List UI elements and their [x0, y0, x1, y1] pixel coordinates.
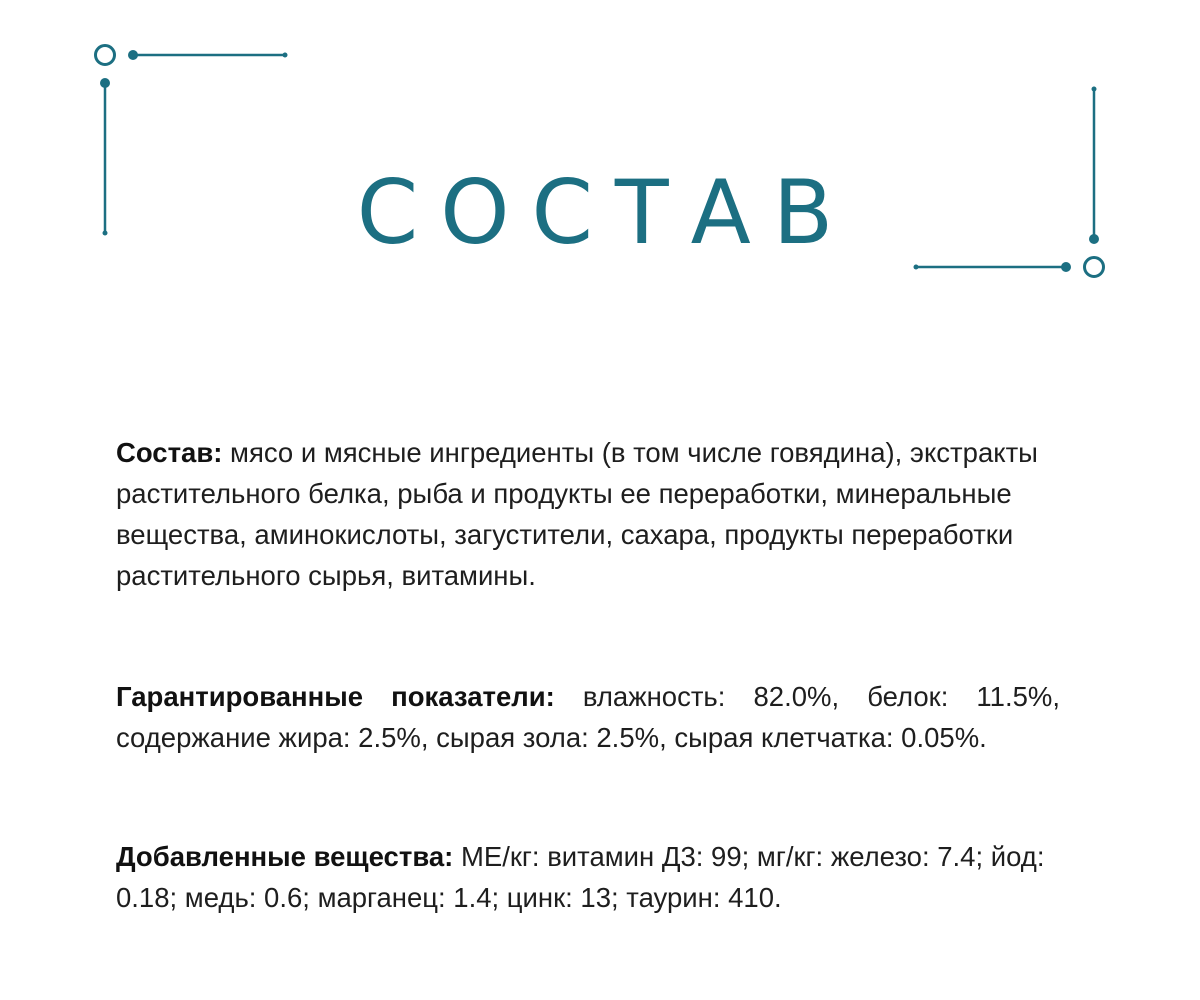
additives-paragraph	[116, 836, 1060, 918]
composition-label: Состав:	[116, 437, 223, 468]
page-title: СОСТАВ	[356, 160, 856, 264]
composition-paragraph	[116, 432, 1060, 596]
additives-text: МЕ/кг: витамин Д3: 99; мг/кг: железо: 7.4; йод: 0.18; медь: 0.6; марганец: 1.4; цинк: 13; таурин: 410.	[116, 841, 1045, 913]
guaranteed-values-paragraph	[116, 676, 1060, 758]
additives-label: Добавленные вещества:	[116, 841, 454, 872]
guaranteed-values-label: Гарантированные показатели:	[116, 681, 555, 712]
guaranteed-values-text: влажность: 82.0%, белок: 11.5%, содержание жира: 2.5%, сырая зола: 2.5%, сырая клетчатка: 0.05%.	[116, 681, 1060, 753]
composition-text: мясо и мясные ингредиенты (в том числе говядина), экстракты растительного белка, рыба и продукты ее переработки, минеральные вещества, аминокислоты, загустители, сахара, продукты переработки растительного сырья, витамины.	[116, 437, 1038, 591]
